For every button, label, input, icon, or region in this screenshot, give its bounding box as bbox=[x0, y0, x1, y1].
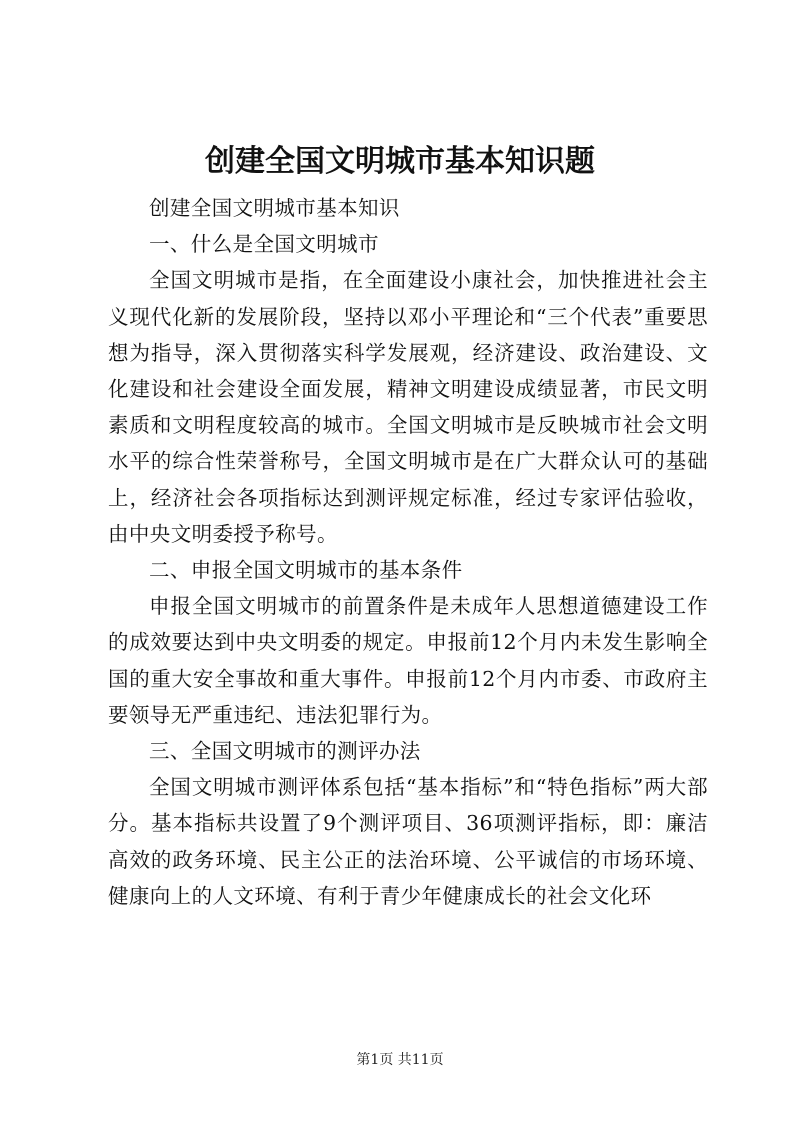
paragraph-evaluation: 全国文明城市测评体系包括“基本指标”和“特色指标”两大部分。基本指标共设置了9个测评项目、36项测评指标，即：廉洁高效的政务环境、民主公正的法治环境、公平诚信的市场环境、健康向上的人文环境、有利于青少年健康成长的社会文化环 bbox=[108, 775, 708, 908]
document-title: 创建全国文明城市基本知识题 bbox=[205, 144, 595, 179]
section-heading-2: 二、申报全国文明城市的基本条件 bbox=[149, 558, 463, 583]
paragraph-subtitle: 创建全国文明城市基本知识 bbox=[149, 196, 400, 220]
section-heading-3: 三、全国文明城市的测评办法 bbox=[149, 739, 421, 764]
document-body bbox=[108, 190, 708, 914]
paragraph-conditions: 申报全国文明城市的前置条件是未成年人思想道德建设工作的成效要达到中央文明委的规定。申报前12个月内未发生影响全国的重大安全事故和重大事件。申报前12个月内市委、市政府主要领导无严重违纪、违法犯罪行为。 bbox=[108, 594, 708, 727]
page-footer: 第1页 共11页 bbox=[356, 1052, 444, 1068]
paragraph-definition: 全国文明城市是指，在全面建设小康社会，加快推进社会主义现代化新的发展阶段，坚持以邓小平理论和“三个代表”重要思想为指导，深入贯彻落实科学发展观，经济建设、政治建设、文化建设和社会建设全面发展，精神文明建设成绩显著，市民文明素质和文明程度较高的城市。全国文明城市是反映城市社会文明水平的综合性荣誉称号，全国文明城市是在广大群众认可的基础上，经济社会各项指标达到测评规定标准，经过专家评估验收，由中央文明委授予称号。 bbox=[108, 268, 708, 546]
section-heading-1: 一、什么是全国文明城市 bbox=[149, 232, 379, 257]
